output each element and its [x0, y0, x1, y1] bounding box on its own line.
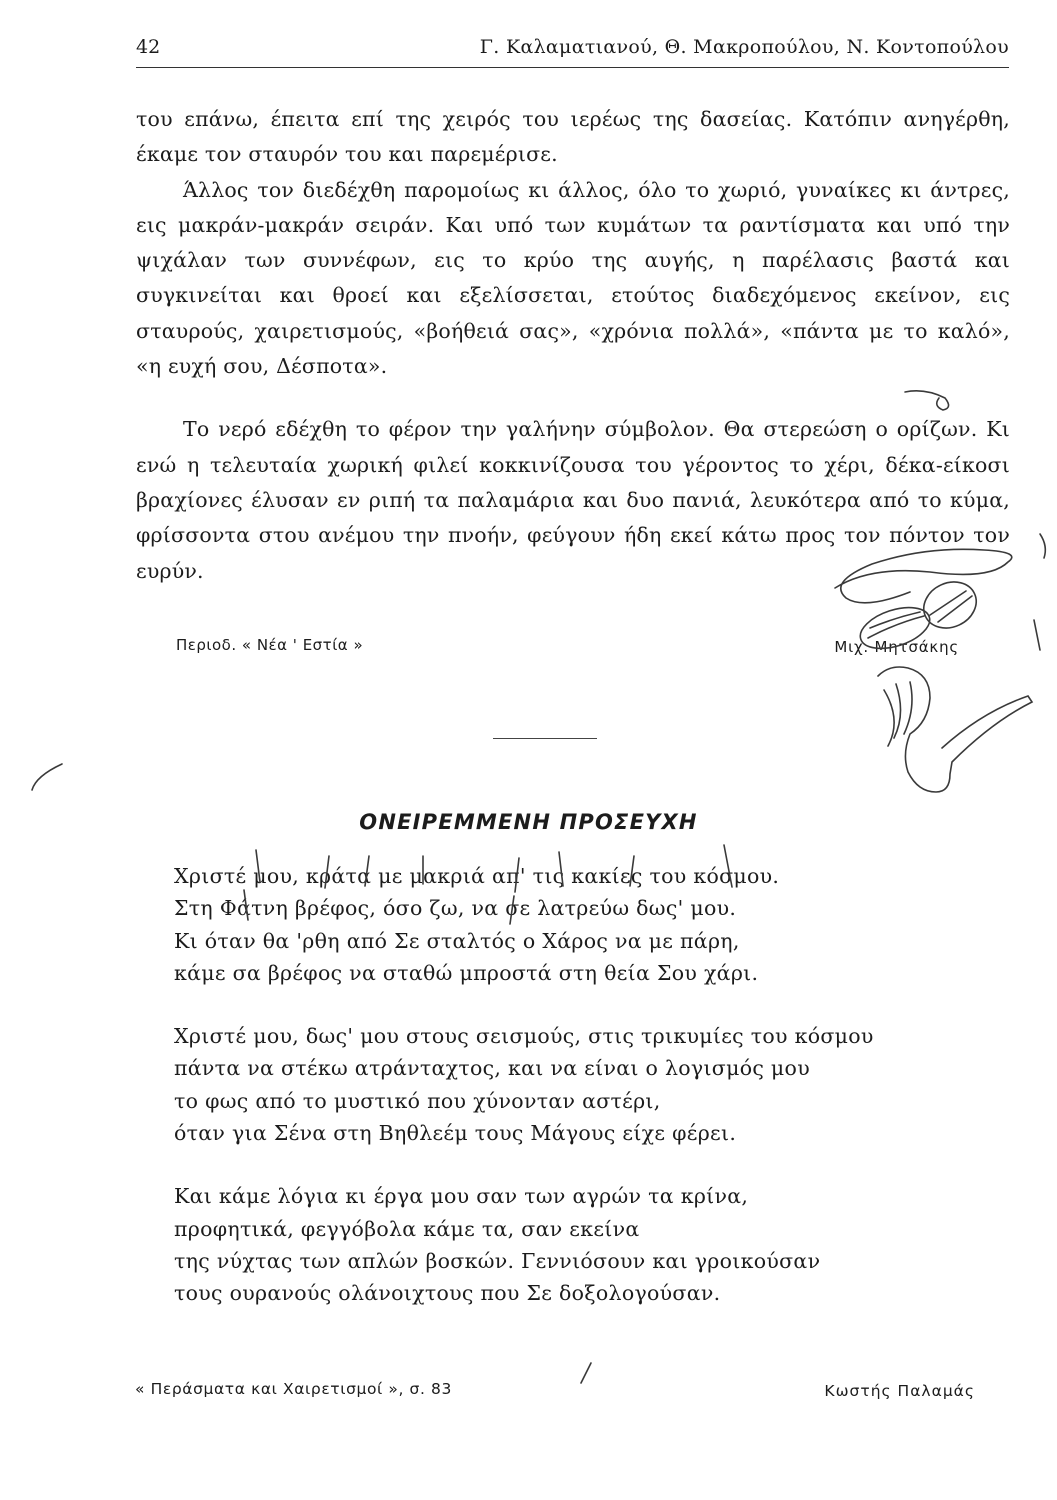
- poem-line: πάντα να στέκω ατράνταχτος, και να είναι ο λογισμός μου: [174, 1056, 810, 1081]
- prose-paragraph: Το νερό εδέχθη το φέρον την γαλήνην σύμβολον. Θα στερεώση ο ορίζων. Κι ενώ η τελευταία χωρική φιλεί κοκκινίζουσα του γέροντος το χέρι, δέκα-είκοσι βραχίονες έλυσαν εν ριπή τα παλαμάρια και δυο πανιά, λευκότερα από το κύμα, φρίσσοντα στου ανέμου την πνοήν, φεύγουν ήδη εκεί κάτω προς τον πόντον τον ευρύν.: [136, 417, 1010, 583]
- prose-source: Περιοδ. « Νέα ' Εστία »: [176, 636, 364, 654]
- poem-line: Χριστέ μου, δως' μου στους σεισμούς, στις τρικυμίες του κόσμου: [174, 1024, 874, 1049]
- poem-stanza: [174, 1180, 874, 1309]
- poem-body: [174, 860, 874, 1341]
- poem-line: Χριστέ μου, κράτα με μακριά απ' τις κακίες του κόσμου.: [174, 864, 780, 888]
- poem-source: « Περάσματα και Χαιρετισμοί », σ. 83: [135, 1380, 452, 1398]
- poem-line: Στη Φάτνη βρέφος, όσο ζω, να σε λατρεύω δως' μου.: [174, 896, 737, 921]
- poem-line: προφητικά, φεγγόβολα κάμε τα, σαν εκείνα: [174, 1216, 640, 1241]
- poem-line: κάμε σα βρέφος να σταθώ μπροστά στη θεία Σου χάρι.: [174, 960, 759, 985]
- poem-line: το φως από το μυστικό που χύνονταν αστέρι,: [174, 1088, 661, 1113]
- section-separator: [493, 738, 597, 739]
- poem-line: τους ουρανούς ολάνοιχτους που Σε δοξολογούσαν.: [174, 1281, 721, 1306]
- page-number: 42: [136, 36, 161, 58]
- poem-line: Και κάμε λόγια κι έργα μου σαν των αγρών τα κρίνα,: [174, 1184, 749, 1209]
- poem-line: της νύχτας των απλών βοσκών. Γεννιόσουν και γροικούσαν: [174, 1248, 821, 1273]
- prose-excerpt: [136, 102, 1010, 589]
- prose-author: Μιχ. Μητσάκης: [834, 638, 959, 656]
- prose-paragraph: Άλλος τον διεδέχθη παρομοίως κι άλλος, όλο το χωριό, γυναίκες κι άντρες, εις μακράν-μακράν σειράν. Και υπό των κυμάτων τα ραντίσματα και υπό την ψιχάλαν των συννέφων, εις το κρύο της αυγής, η παρέλασις βαστά και συγκινείται και θροεί και εξελίσσεται, ετούτος διαδεχόμενος εκείνον, εις σταυρούς, χαιρετισμούς, «βοήθειά σας», «χρόνια πολλά», «πάντα με το καλό», «η ευχή σου, Δέσποτα».: [136, 177, 1010, 379]
- prose-paragraph: του επάνω, έπειτα επί της χειρός του ιερέως της δασείας. Κατόπιν ανηγέρθη, έκαμε τον σταυρόν του και παρεμέρισε.: [136, 107, 1010, 167]
- header-rule: [136, 67, 1009, 68]
- poem-title: ΟΝΕΙΡΕΜΜΕΝΗ ΠΡΟΣΕΥΧΗ: [359, 810, 698, 834]
- page-header: [136, 22, 1009, 62]
- poem-stanza: [174, 1020, 874, 1149]
- poem-author: Κωστής Παλαμάς: [824, 1382, 975, 1400]
- poem-stanza: [174, 860, 874, 989]
- poem-line: όταν για Σένα στη Βηθλεέμ τους Μάγους είχε φέρει.: [174, 1121, 737, 1146]
- margin-stroke: [32, 764, 62, 790]
- pipe-doodle: [878, 667, 1032, 792]
- poem-line: Κι όταν θα 'ρθη από Σε σταλτός ο Χάρος να με πάρη,: [174, 928, 740, 953]
- margin-stroke: [1034, 620, 1040, 650]
- margin-stroke: [1040, 534, 1045, 558]
- pencil-strike: [581, 1363, 591, 1383]
- running-title: Γ. Καλαματιανού, Θ. Μακροπούλου, Ν. Κοντοπούλου: [479, 36, 1009, 58]
